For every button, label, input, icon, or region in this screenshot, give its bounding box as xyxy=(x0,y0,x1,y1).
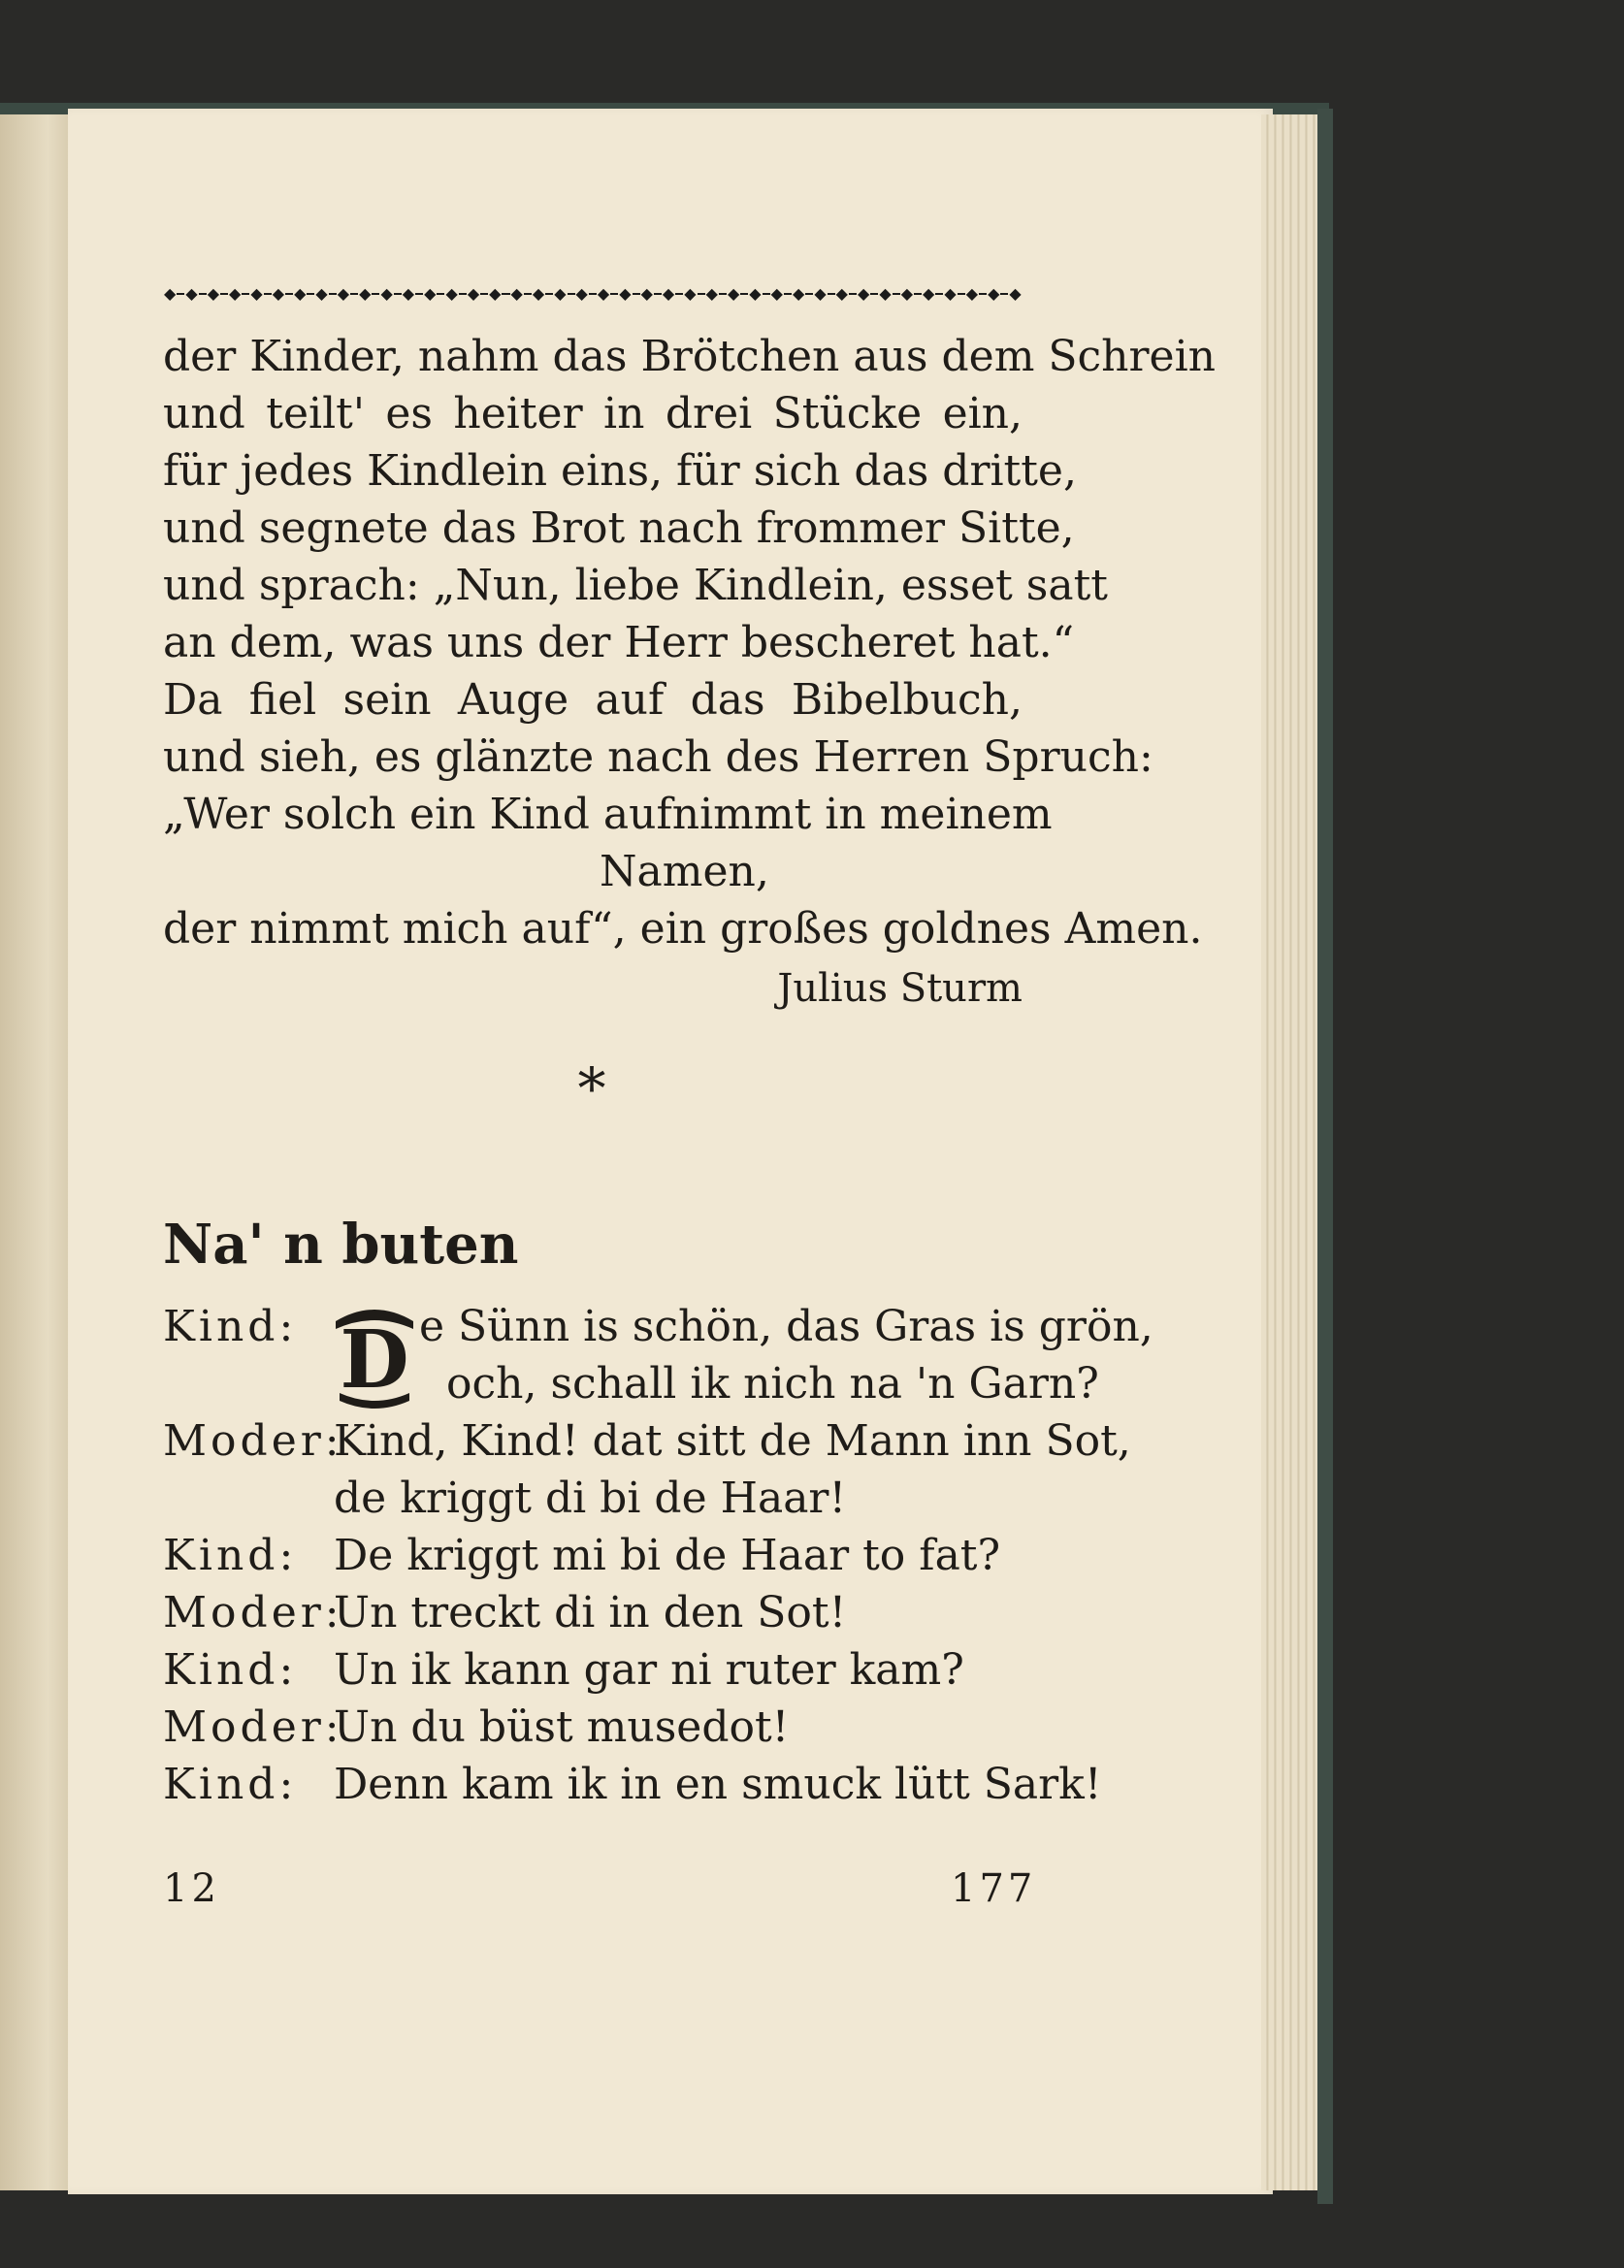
dialogue-text: De kriggt mi bi de Haar to fat? xyxy=(334,1531,1001,1580)
poem-line: und teilt' es heiter in drei Stücke ein, xyxy=(163,389,1023,438)
poem-line: der nimmt mich auf“, ein großes goldnes Amen. xyxy=(163,904,1203,954)
dropcap-ornament xyxy=(330,1300,419,1412)
dialogue-row xyxy=(163,1641,1023,1700)
page-number: 177 xyxy=(951,1866,1037,1911)
speaker-label: Moder: xyxy=(163,1702,343,1752)
dialogue-text: Kind, Kind! dat sitt de Mann inn Sot, xyxy=(334,1416,1131,1466)
dialogue-row xyxy=(163,1412,1131,1471)
speaker-label: Kind: xyxy=(163,1760,298,1809)
signature-mark: 12 xyxy=(163,1866,220,1911)
poem-line: der Kinder, nahm das Brötchen aus dem Schrein xyxy=(163,332,1217,381)
dialogue-text: och, schall ik nich na 'n Garn? xyxy=(446,1359,1099,1409)
speaker-label: Moder: xyxy=(163,1416,343,1466)
poem-line: Da fiel sein Auge auf das Bibelbuch, xyxy=(163,675,1023,725)
dialogue-row xyxy=(163,1584,1023,1642)
left-page-edge xyxy=(0,114,69,2190)
page-stack xyxy=(1261,114,1319,2190)
poem-line: und sieh, es glänzte nach des Herren Spruch: xyxy=(163,732,1153,782)
poem-line: und sprach: „Nun, liebe Kindlein, esset satt xyxy=(163,561,1108,610)
dialogue-text: Un ik kann gar ni ruter kam? xyxy=(334,1645,964,1695)
dialogue-text: Denn kam ik in en smuck lütt Sark! xyxy=(334,1760,1102,1809)
dialogue-row xyxy=(163,1756,1102,1814)
poem-author: Julius Sturm xyxy=(777,966,1023,1011)
section-separator: * xyxy=(577,1055,606,1121)
speaker-label: Moder: xyxy=(163,1588,343,1637)
dialogue-text: e Sünn is schön, das Gras is grön, xyxy=(419,1302,1153,1351)
dialogue-row xyxy=(163,1470,1023,1528)
dialogue-row xyxy=(163,1699,1023,1757)
poem-line: und segnete das Brot nach frommer Sitte, xyxy=(163,503,1075,553)
cover-right-edge xyxy=(1317,109,1333,2204)
dialogue-text: de kriggt di bi de Haar! xyxy=(334,1474,847,1523)
poem-line: an dem, was uns der Herr bescheret hat.“ xyxy=(163,618,1075,667)
section-title: Na' n buten xyxy=(163,1213,519,1277)
dialogue-row xyxy=(163,1527,1023,1585)
poem-line: „Wer solch ein Kind aufnimmt in meinem xyxy=(163,790,1053,839)
dialogue-text: Un treckt di in den Sot! xyxy=(334,1588,847,1637)
ornamental-rule: ◆ ◆ ◆ ◆ ◆ ◆ ◆ ◆ ◆ ◆ ◆ ◆ ◆ ◆ ◆ ◆ ◆ ◆ ◆ ◆ ◆ ◆ ◆ ◆ ◆ ◆ ◆ ◆ ◆ ◆ ◆ ◆ ◆ ◆ ◆ ◆ ◆ ◆ ◆ ◆ xyxy=(164,284,1022,303)
poem-line: Namen, xyxy=(600,847,769,896)
speaker-label: Kind: xyxy=(163,1645,298,1695)
dropcap-letter: D xyxy=(340,1313,409,1407)
dialogue-text: Un du büst musedot! xyxy=(334,1702,790,1752)
poem-line: für jedes Kindlein eins, für sich das dritte, xyxy=(163,446,1077,496)
speaker-label: Kind: xyxy=(163,1302,298,1351)
speaker-label: Kind: xyxy=(163,1531,298,1580)
